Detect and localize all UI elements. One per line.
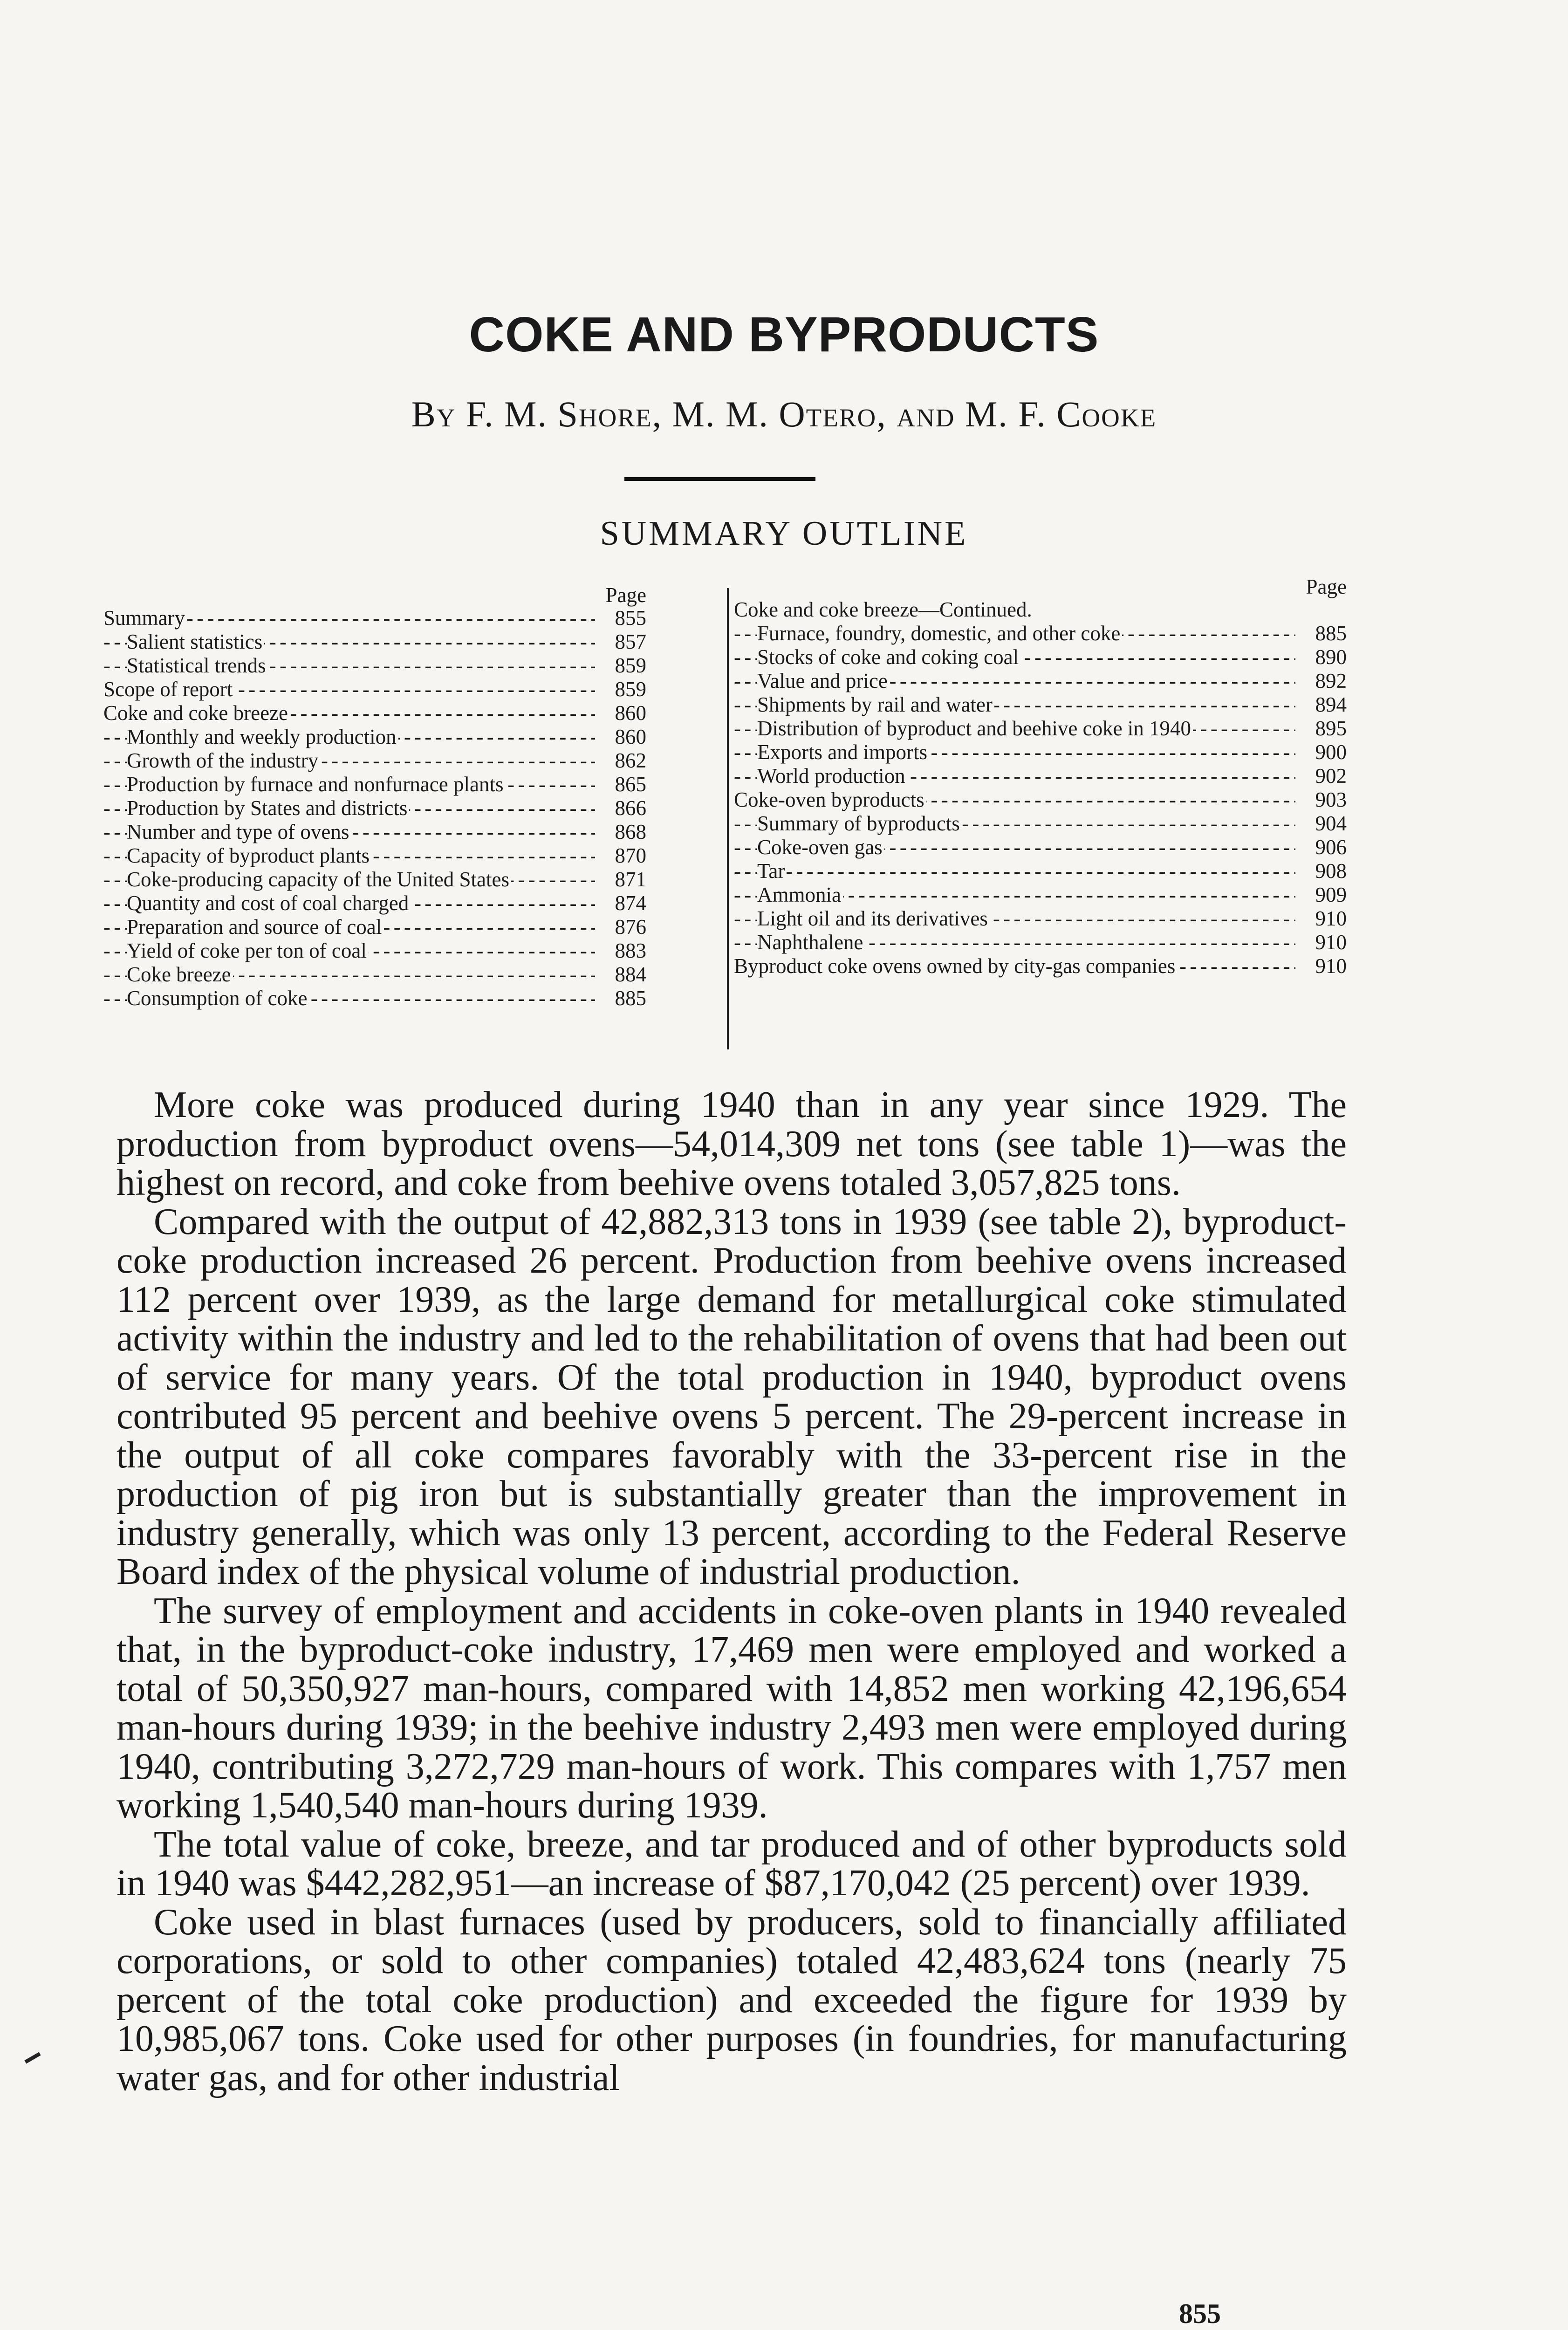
toc-entry-label xyxy=(734,859,1295,883)
toc-entry xyxy=(103,939,646,963)
toc-entry-label xyxy=(103,868,595,891)
toc-entry-page: 857 xyxy=(615,630,646,653)
toc-entry-label xyxy=(103,678,595,701)
toc-right-column xyxy=(734,576,1347,1046)
toc-entry-page: 892 xyxy=(1315,669,1347,692)
toc-entry xyxy=(734,717,1347,740)
paragraph: More coke was produced during 1940 than in any year since 1929. The production from byproduct ovens—54,014,309 net tons (see table 1)—was the highest on record, and coke from beehive ovens totaled 3,057,825 tons. xyxy=(116,1084,1347,1203)
toc-entry-text: Coke-oven gas xyxy=(757,836,884,859)
toc-entry-label xyxy=(734,598,1295,622)
toc-entry-text: Production by furnace and nonfurnace plants xyxy=(127,773,505,796)
toc-entry-label xyxy=(734,812,1295,836)
toc-entry xyxy=(103,915,646,939)
toc-entry-page: 859 xyxy=(615,654,646,677)
toc-entry-label xyxy=(734,883,1295,907)
toc-entry-text: Coke and coke breeze xyxy=(103,701,290,725)
body-text xyxy=(116,1086,1347,2097)
toc-entry-page: 895 xyxy=(1315,717,1347,740)
toc-entry xyxy=(103,606,646,630)
toc-entry-text: Shipments by rail and water xyxy=(757,693,994,716)
toc-entry xyxy=(734,598,1347,622)
toc-entry-page: 894 xyxy=(1315,693,1347,716)
toc-entry-text: Exports and imports xyxy=(757,740,929,764)
toc-entry xyxy=(734,859,1347,883)
toc-entry-label xyxy=(734,764,1295,788)
toc-entry-label xyxy=(734,836,1295,859)
toc-entry-page: 902 xyxy=(1315,764,1347,788)
toc-entry-page: 862 xyxy=(615,749,646,772)
toc-entry-page: 860 xyxy=(615,701,646,725)
toc-entry xyxy=(103,963,646,987)
toc-entry-label xyxy=(103,725,595,749)
toc-entry-label xyxy=(734,931,1295,954)
toc-entry-label xyxy=(103,963,595,987)
toc-entry-page: 883 xyxy=(615,939,646,962)
toc-entry xyxy=(734,693,1347,717)
toc-entry xyxy=(734,740,1347,764)
toc-entry-text: Ammonia xyxy=(757,883,843,906)
toc-entry-label xyxy=(734,622,1295,645)
toc-entry-page: 900 xyxy=(1315,740,1347,764)
toc-entry xyxy=(103,654,646,678)
toc-entry-label xyxy=(734,717,1295,740)
paragraph: Compared with the output of 42,882,313 tons in 1939 (see table 2), byproduct-coke production increased 26 percent. Production from beehive ovens increased 112 percent over 1939, as the large demand for metallurgical coke stimulated activity within the industry and led to the rehabilitation of ovens that had been out of service for many years. Of the total production in 1940, byproduct ovens contributed 95 percent and beehive ovens 5 percent. The 29-percent increase in the output of all coke compares favorably with the 33-percent rise in the production of pig iron but is substantially greater than the improvement in industry generally, which was only 13 percent, according to the Federal Reserve Board index of the physical volume of industrial production. xyxy=(116,1201,1347,1592)
toc-entry-text: Coke breeze xyxy=(127,963,233,986)
outline-heading: SUMMARY OUTLINE xyxy=(600,514,968,553)
toc-entry-page: 890 xyxy=(1315,645,1347,669)
toc-entry-page: 855 xyxy=(615,606,646,630)
toc-entry-label xyxy=(103,844,595,868)
toc-entry-label xyxy=(734,954,1295,978)
toc-entry-page: 860 xyxy=(615,725,646,748)
toc-entry-label xyxy=(103,796,595,820)
toc-entry xyxy=(734,812,1347,836)
toc-entry xyxy=(734,788,1347,812)
toc-entry-label xyxy=(734,645,1295,669)
toc-entry xyxy=(103,773,646,796)
toc-entry-text: Tar xyxy=(757,859,787,883)
toc-entry-text: Light oil and its derivatives xyxy=(757,907,990,930)
toc-entry-text: Growth of the industry xyxy=(127,749,320,772)
toc-entry xyxy=(103,844,646,868)
toc-entry-text: Preparation and source of coal xyxy=(127,915,383,939)
toc-entry-text: Summary of byproducts xyxy=(757,812,962,835)
toc-entry-text: Yield of coke per ton of coal xyxy=(127,939,369,962)
toc-entry-label xyxy=(734,788,1295,812)
toc-entry-page: 909 xyxy=(1315,883,1347,906)
toc-entry-label xyxy=(734,669,1295,693)
toc-entry-label xyxy=(103,915,595,939)
toc-entry-label xyxy=(103,606,595,630)
toc-entry-label xyxy=(103,891,595,915)
toc-column-divider xyxy=(727,588,729,1049)
toc-entry-text: World production xyxy=(757,764,907,788)
toc-entry-label xyxy=(103,630,595,654)
toc-page-column-label: Page xyxy=(605,583,646,607)
toc-entry-text: Consumption of coke xyxy=(127,987,309,1010)
margin-mark xyxy=(24,2052,41,2064)
toc-entry-text: Stocks of coke and coking coal xyxy=(757,645,1020,669)
toc-entry-text: Summary xyxy=(103,606,187,630)
toc-entry-text: Value and price xyxy=(757,669,890,692)
toc-entry xyxy=(734,836,1347,859)
toc-entry-text: Production by States and districts xyxy=(127,796,409,820)
paragraph: Coke used in blast furnaces (used by producers, sold to financially affiliated corporations, or sold to other companies) totaled 42,483,624 tons (nearly 75 percent of the total coke production) and exceeded the figure for 1939 by 10,985,067 tons. Coke used for other purposes (in foundries, for manufacturing water gas, and for other industrial xyxy=(116,1901,1347,2098)
toc-entry-page: 903 xyxy=(1315,788,1347,811)
toc-page-column-label: Page xyxy=(1306,575,1347,598)
paragraph: The survey of employment and accidents in coke-oven plants in 1940 revealed that, in the byproduct-coke industry, 17,469 men were employed and worked a total of 50,350,927 man-hours, compared with 14,852 men working 42,196,654 man-hours during 1939; in the beehive industry 2,493 men were employed during 1940, contributing 3,272,729 man-hours of work. This compares with 1,757 men working 1,540,540 man-hours during 1939. xyxy=(116,1590,1347,1826)
toc-entry-page: 885 xyxy=(615,987,646,1010)
title-rule xyxy=(624,477,815,481)
toc-entry-page: 874 xyxy=(615,891,646,915)
toc-entry xyxy=(734,622,1347,645)
toc-entry xyxy=(734,764,1347,788)
toc-entry-text: Quantity and cost of coal charged xyxy=(127,891,411,915)
toc-left-column xyxy=(103,576,646,1046)
toc-entry-text: Furnace, foundry, domestic, and other coke xyxy=(757,622,1122,645)
toc-entry xyxy=(734,883,1347,907)
toc-entry xyxy=(734,645,1347,669)
toc-entry-label xyxy=(103,654,595,678)
toc-entry-text: Statistical trends xyxy=(127,654,268,677)
toc-entry xyxy=(103,630,646,654)
toc-entry-page: 906 xyxy=(1315,836,1347,859)
toc-entry-page: 868 xyxy=(615,820,646,843)
toc-entry-text: Coke and coke breeze—Continued. xyxy=(734,598,1034,621)
toc-entry-label xyxy=(103,773,595,796)
toc-entry-page: 866 xyxy=(615,796,646,820)
toc-entry-text: Capacity of byproduct plants xyxy=(127,844,371,867)
toc-entry-text: Byproduct coke ovens owned by city-gas companies xyxy=(734,954,1177,978)
toc-entry-label xyxy=(103,939,595,963)
page-title: COKE AND BYPRODUCTS xyxy=(469,307,1099,362)
toc-entry-text: Coke-producing capacity of the United States xyxy=(127,868,511,891)
toc-entry xyxy=(103,725,646,749)
toc-entry-page: 871 xyxy=(615,868,646,891)
toc-entry-text: Number and type of ovens xyxy=(127,820,351,843)
toc-entry-label xyxy=(734,740,1295,764)
toc-entry-text: Monthly and weekly production xyxy=(127,725,398,748)
toc-entry-label xyxy=(103,987,595,1010)
toc-entry-page: 870 xyxy=(615,844,646,867)
toc-entry xyxy=(103,868,646,891)
toc-entry-page: 910 xyxy=(1315,954,1347,978)
toc-entry xyxy=(103,891,646,915)
toc-entry xyxy=(734,954,1347,978)
toc-entry-page: 908 xyxy=(1315,859,1347,883)
toc-entry-text: Naphthalene xyxy=(757,931,865,954)
toc-entry-label xyxy=(103,820,595,844)
toc-entry xyxy=(103,987,646,1010)
toc-entry xyxy=(103,678,646,701)
toc-entry xyxy=(103,796,646,820)
toc-entry-page: 904 xyxy=(1315,812,1347,835)
authors-line: By F. M. Shore, M. M. Otero, and M. F. Cooke xyxy=(411,394,1157,434)
toc-entry-text: Scope of report xyxy=(103,678,234,701)
toc-entry xyxy=(103,749,646,773)
toc-entry-label xyxy=(103,749,595,773)
toc-entry-page: 865 xyxy=(615,773,646,796)
toc-entry-page: 910 xyxy=(1315,907,1347,930)
toc-entry-text: Salient statistics xyxy=(127,630,264,653)
toc-entry xyxy=(734,931,1347,954)
toc-entry-page: 910 xyxy=(1315,931,1347,954)
toc-entry-page: 884 xyxy=(615,963,646,986)
toc-entry xyxy=(103,820,646,844)
paragraph: The total value of coke, breeze, and tar produced and of other byproducts sold in 1940 was $442,282,951—an increase of $87,170,042 (25 percent) over 1939. xyxy=(116,1823,1347,1904)
toc-entry-label xyxy=(734,693,1295,717)
toc-entry-text: Distribution of byproduct and beehive coke in 1940 xyxy=(757,717,1193,740)
toc-entry xyxy=(103,701,646,725)
toc-entry xyxy=(734,907,1347,931)
toc-entry-text: Coke-oven byproducts xyxy=(734,788,926,811)
toc-entry-page: 885 xyxy=(1315,622,1347,645)
toc-entry-label xyxy=(734,907,1295,931)
toc-entry xyxy=(734,669,1347,693)
toc-entry-label xyxy=(103,701,595,725)
toc-entry-page: 859 xyxy=(615,678,646,701)
toc-entry-page: 876 xyxy=(615,915,646,939)
page-number: 855 xyxy=(1179,2298,1221,2329)
